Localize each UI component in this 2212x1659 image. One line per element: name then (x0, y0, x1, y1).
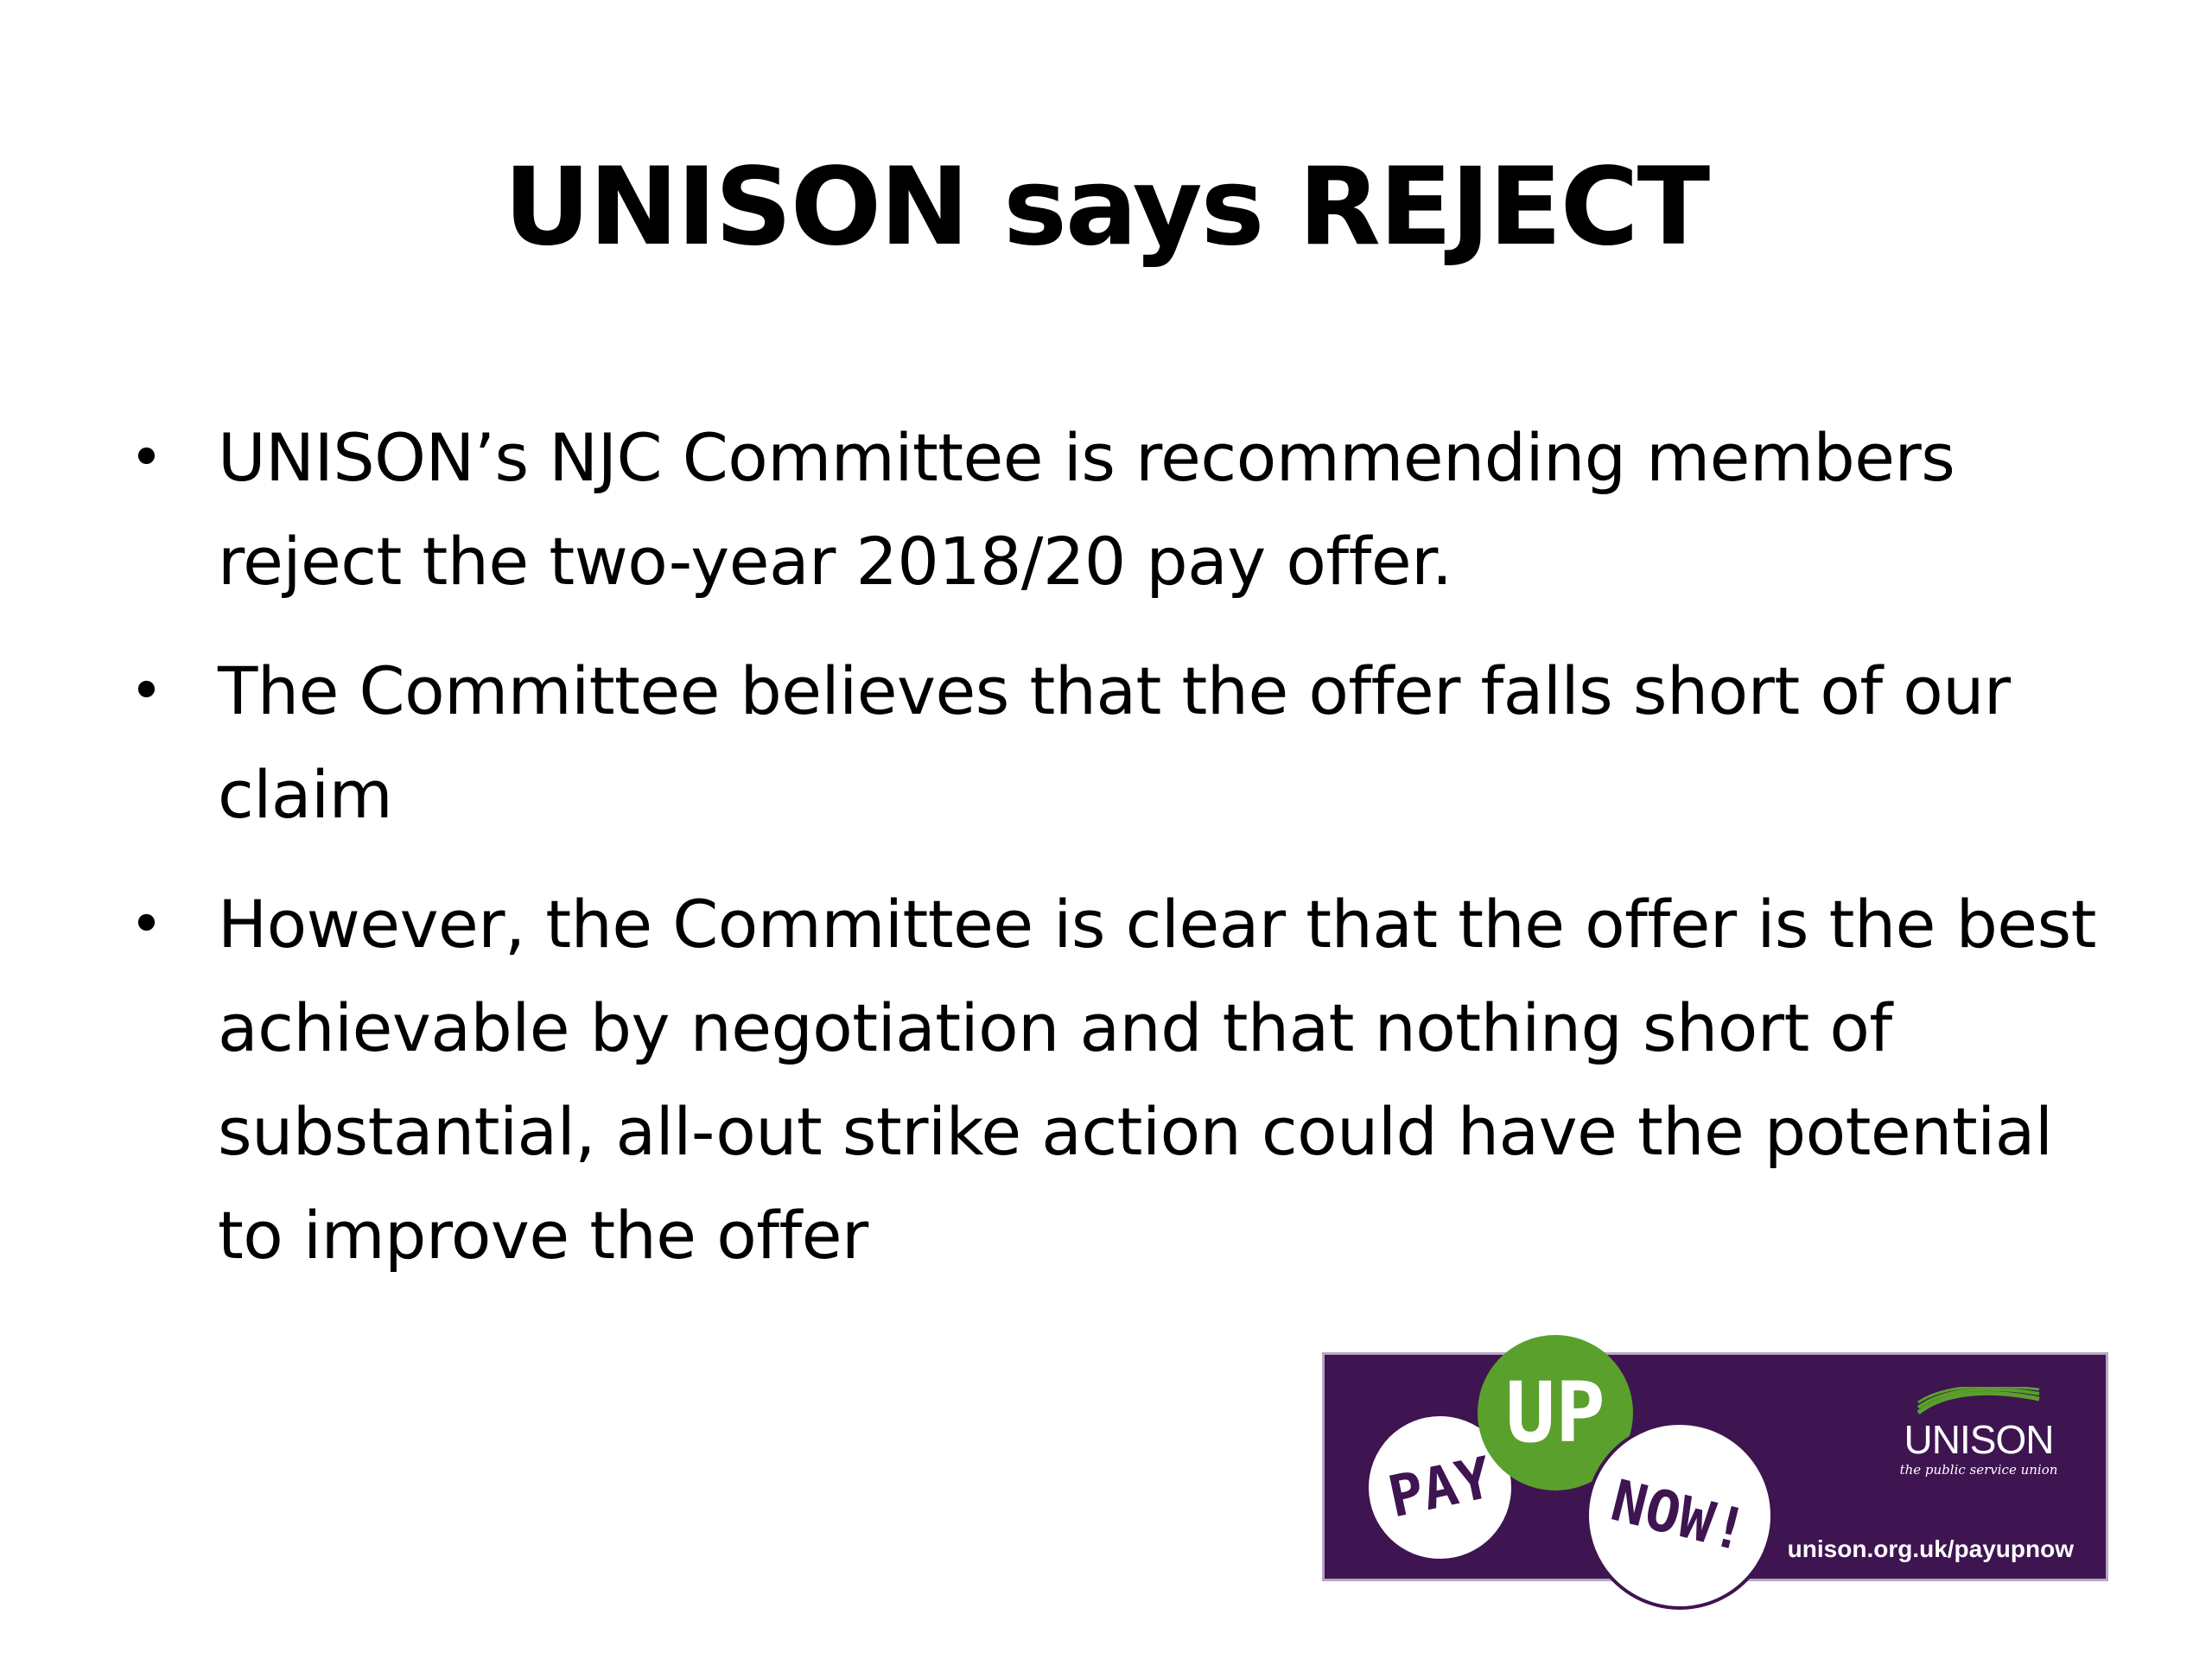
slide-title: UNISON says REJECT (503, 145, 1709, 270)
bullet-text: UNISON’s NJC Committee is recommending members reject the two-year 2018/20 pay offer. (218, 419, 1955, 600)
unison-swoosh-icon (1910, 1387, 2048, 1418)
bullet-text: However, the Committee is clear that the offer is the best achievable by negotiation and that nothing short of substantial, all-out strike action could have the potential to improve the offer (218, 886, 2096, 1274)
bullet-item (130, 639, 2117, 847)
unison-tagline: the public service union (1899, 1462, 2058, 1478)
unison-wordmark: UNISON (1904, 1417, 2054, 1462)
up-label: UP (1505, 1364, 1605, 1461)
bullet-dot-icon: • (130, 424, 163, 491)
pay-up-now-logo (1322, 1352, 2108, 1581)
pay-label: PAY (1382, 1444, 1497, 1531)
bullet-item (130, 873, 2117, 1287)
bullet-item (130, 406, 2117, 613)
bullet-dot-icon: • (130, 891, 163, 957)
now-label: NOW! (1605, 1466, 1755, 1565)
bullet-dot-icon: • (130, 658, 163, 724)
bullet-list (130, 406, 2117, 1313)
bullet-text: The Committee believes that the offer falls short of our claim (218, 652, 2011, 833)
logo-url: unison.org.uk/payupnow (1787, 1535, 2074, 1562)
unison-brand (1884, 1387, 2074, 1478)
